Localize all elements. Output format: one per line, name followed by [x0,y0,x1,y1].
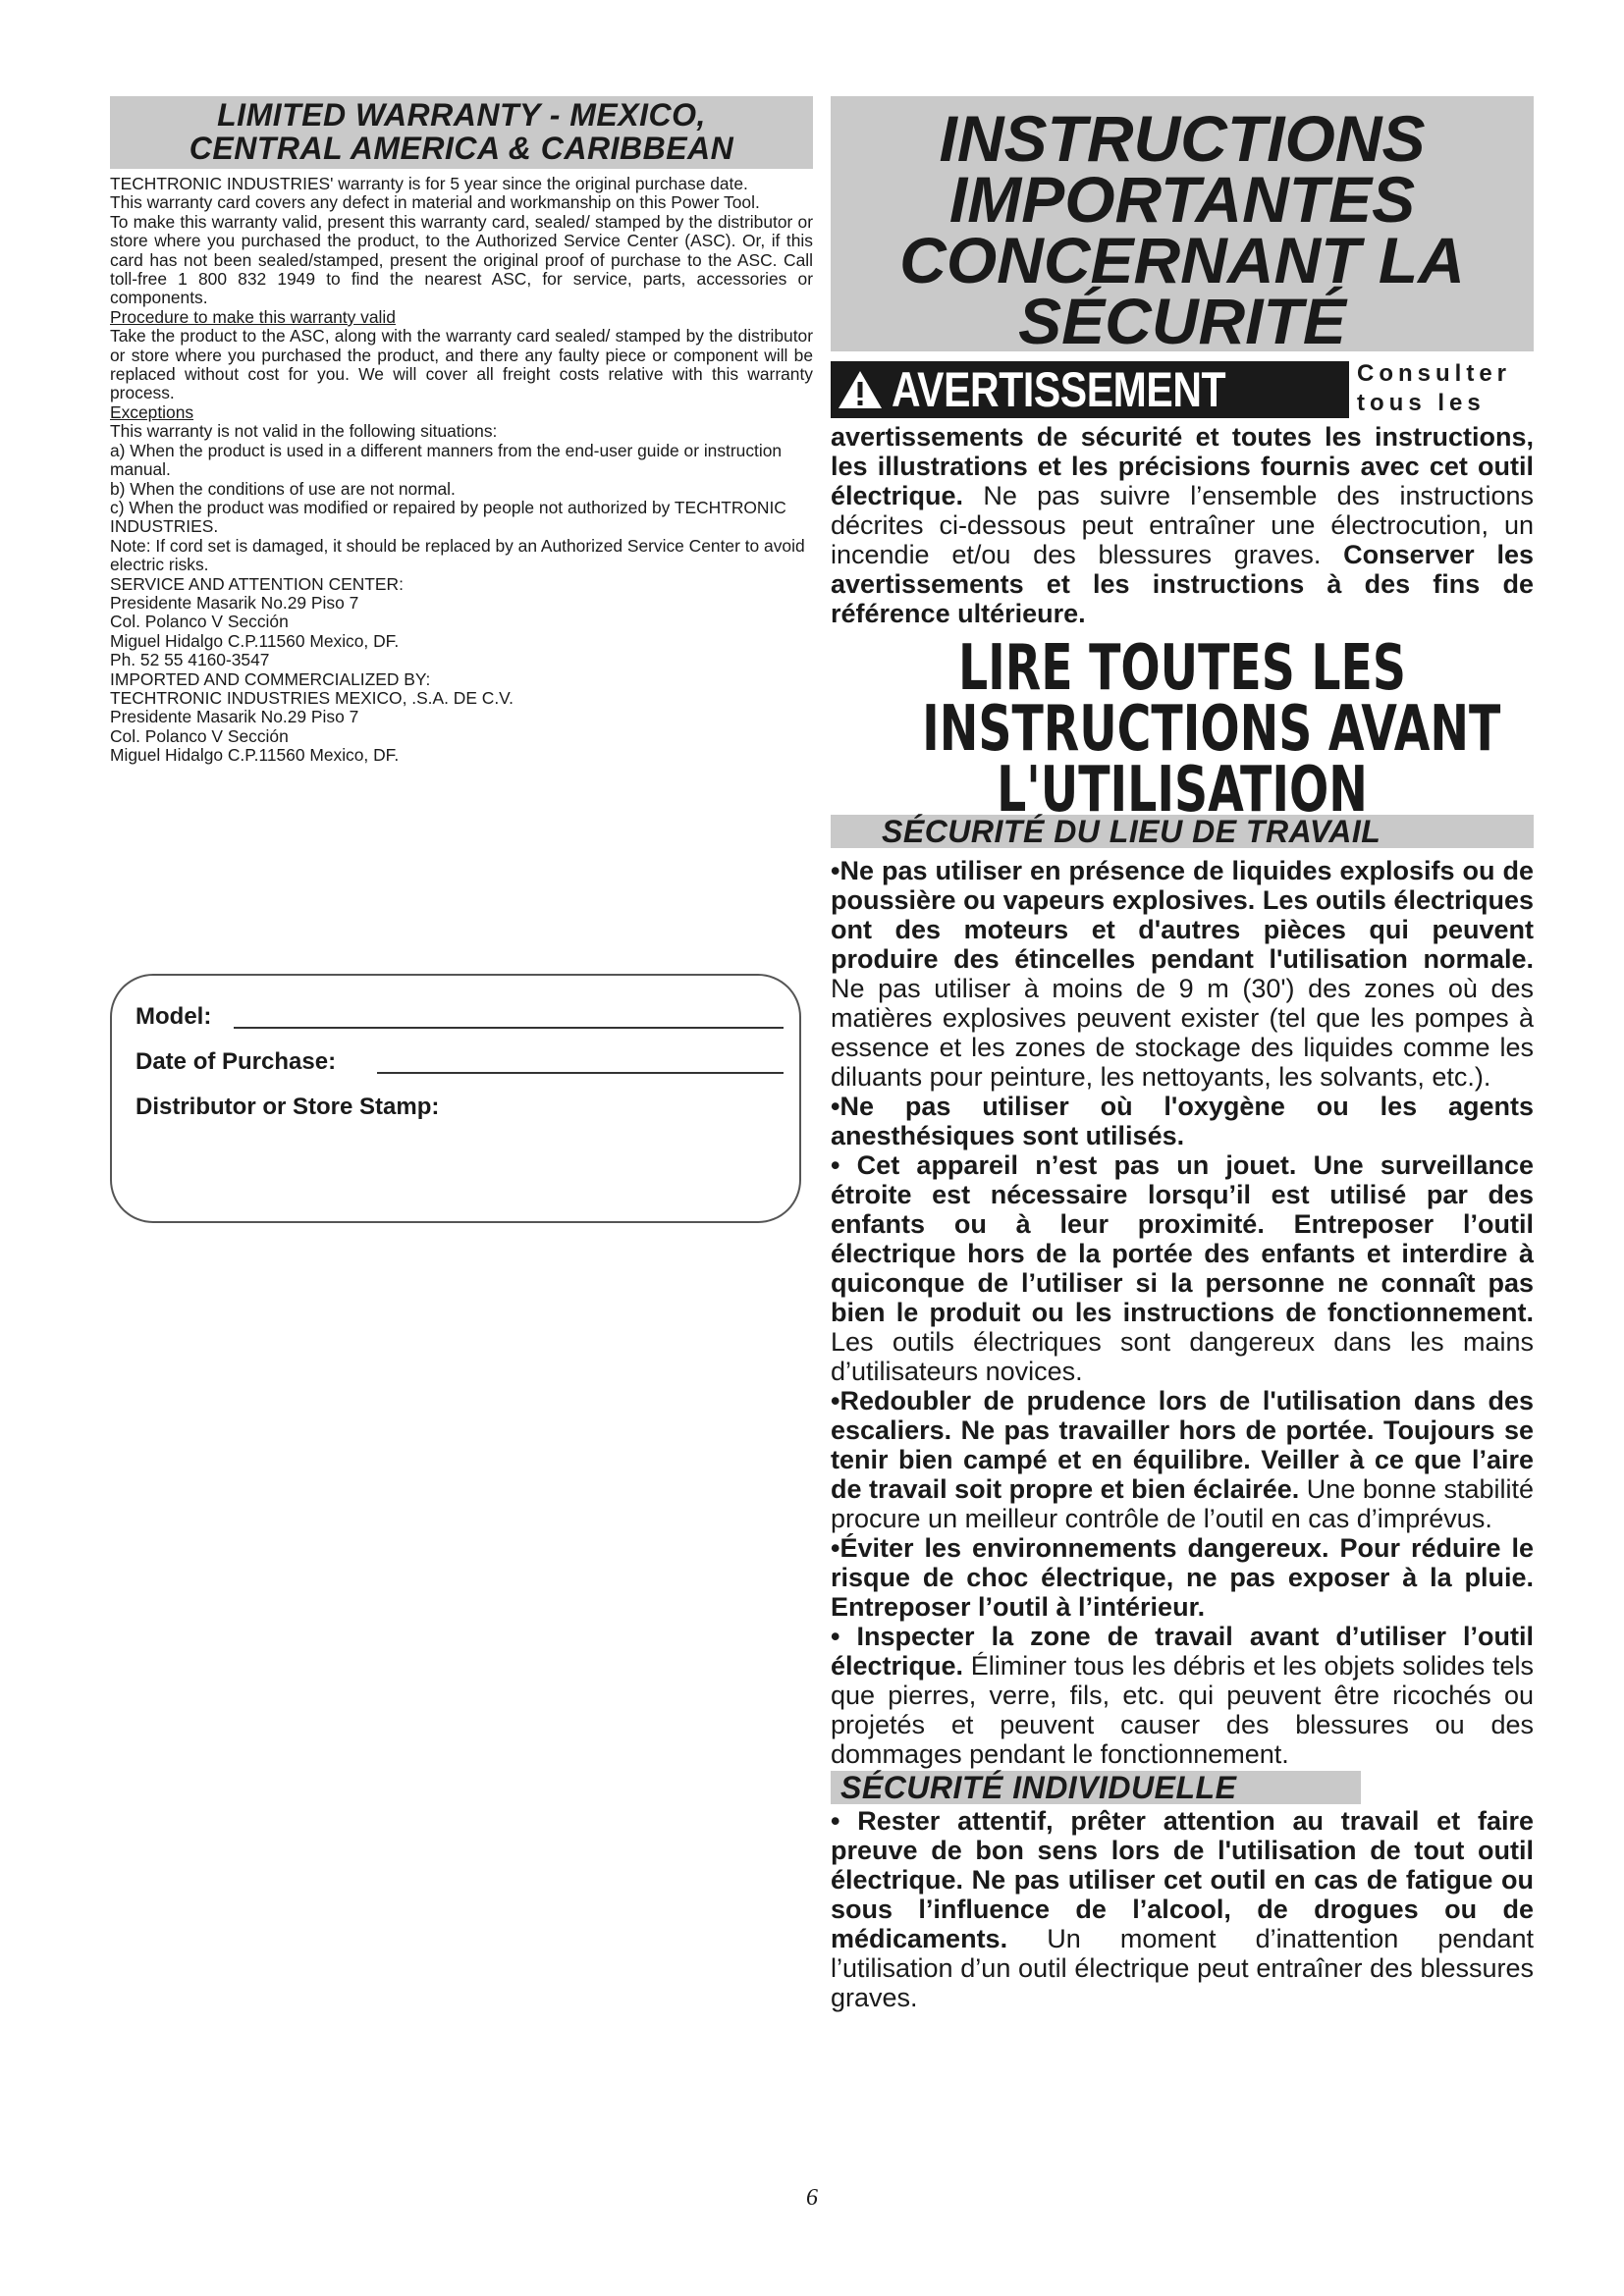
safety-item-bold: •Redoubler de prudence lors de l'utilisation dans des escaliers. Ne pas travailler hors de portée. Toujours se tenir bien campé et en équilibre. Veiller à ce que l’aire de travail soit propre et bien éclairée. [831,1386,1534,1504]
warning-row [831,361,1534,422]
date-line[interactable] [377,1072,784,1074]
safety-item-text: Un moment d’inattention pendant l’utilisation d’un outil électrique peut entraîner des blessures graves. [831,1924,1534,2012]
page-number: 6 [806,2185,818,2211]
read-all-line3: L'UTILISATION [997,754,1368,827]
warning-badge [831,361,1349,418]
exception-b: b) When the conditions of use are not normal. [110,478,456,499]
service-address-3: Miguel Hidalgo C.P.11560 Mexico, DF. [110,630,400,651]
safety-item [831,1150,1534,1386]
warranty-coverage: This warranty card covers any defect in material and workmanship on this Power Tool. [110,192,760,213]
section-personal-title: SÉCURITÉ INDIVIDUELLE [831,1771,1361,1804]
warranty-card [110,974,801,1223]
warning-bold-text: avertissements de sécurité et toutes les instructions, les illustrations et les précisions fournis avec cet outil électrique. [831,422,1534,510]
stamp-label: Distributor or Store Stamp: [135,1094,440,1120]
safety-item-text: Éliminer tous les débris et les objets solides tels que pierres, verre, fils, etc. qui peuvent être ricochés ou projetés et peuvent causer des blessures ou des dommages pendant le fonctionnement. [831,1651,1534,1769]
service-address-1: Presidente Masarik No.29 Piso 7 [110,592,359,613]
section-workplace-title: SÉCURITÉ DU LIEU DE TRAVAIL [831,815,1534,848]
warranty-intro: TECHTRONIC INDUSTRIES' warranty is for 5 year since the original purchase date. [110,174,748,193]
safety-item-bold: •Ne pas utiliser en présence de liquides explosifs ou de poussière ou vapeurs explosives. Les outils électriques ont des moteurs et d'autres pièces qui peuvent produire des étincelles pendant l'utilisation normale. [831,856,1534,974]
safety-item [831,1092,1534,1150]
imported-company: TECHTRONIC INDUSTRIES MEXICO, .S.A. DE C.V. [110,687,514,708]
exception-a: a) When the product is used in a different manners from the end-user guide or instruction manual. [110,440,783,480]
read-all-line1: LIRE TOUTES LES [957,632,1407,705]
warranty-section [110,96,813,766]
service-phone: Ph. 52 55 4160-3547 [110,650,270,670]
cord-note: Note: If cord set is damaged, it should be replaced by an Authorized Service Center to avoid electric risks. [110,535,805,575]
read-all-line2: INSTRUCTIONS AVANT [922,693,1501,766]
title-line4: SÉCURITÉ [1018,285,1346,357]
warranty-title-banner [110,96,813,169]
title-line3: CONCERNANT LA [899,224,1465,296]
imported-address-3: Miguel Hidalgo C.P.11560 Mexico, DF. [110,745,400,766]
safety-item-bold: •Ne pas utiliser où l'oxygène ou les agents anesthésiques sont utilisés. [831,1092,1534,1150]
safety-item-bold: • Rester attentif, prêter attention au travail et faire preuve de bon sens lors de l'utilisation de tout outil électrique. Ne pas utiliser cet outil en cas de fatigue ou sous l’influence de l’alcool, de drogues ou de médicaments. [831,1806,1534,1953]
procedure-text: Take the product to the ASC, along with the warranty card sealed/ stamped by the distributor or store where you purchased the product, and there any faulty piece or component will be replaced without cost for you. We will cover all freight costs relative with this warranty process. [110,326,813,403]
date-label: Date of Purchase: [135,1048,337,1075]
safety-item-text: Les outils électriques sont dangereux dans les mains d’utilisateurs novices. [831,1327,1534,1386]
warning-word: AVERTISSEMENT [892,362,1226,417]
warning-side-line1: Consulter [1357,360,1512,387]
warning-regular-text: Ne pas suivre l’ensemble des instructions décrites ci-dessous peut entraîner une électrocution, un incendie et/ou des blessures graves. [831,481,1534,569]
safety-item-text: Ne pas utiliser à moins de 9 m (30') des zones où des matières explosives peuvent exister (tel que les pompes à essence et les zones de stockage des liquides comme les diluants pour peinture, les nettoyants, les solvants, etc.). [831,974,1534,1092]
model-label: Model: [135,1003,212,1030]
warranty-body [110,175,813,766]
safety-item-text: Une bonne stabilité procure un meilleur contrôle de l’outil en cas d’imprévus. [831,1474,1534,1533]
safety-item [831,856,1534,1092]
imported-address-1: Presidente Masarik No.29 Piso 7 [110,707,359,727]
imported-address-2: Col. Polanco V Sección [110,725,289,746]
warranty-title-line1: LIMITED WARRANTY - MEXICO, [217,97,706,133]
service-address-2: Col. Polanco V Sección [110,612,289,632]
warning-side-line2: tous les [1357,390,1486,416]
exceptions-intro: This warranty is not valid in the following situations: [110,421,498,442]
exceptions-heading: Exceptions [110,401,194,422]
imported-heading: IMPORTED AND COMMERCIALIZED BY: [110,668,431,689]
workplace-safety-list [831,856,1534,1769]
warning-paragraph [831,422,1534,628]
safety-item [831,1806,1534,2012]
instructions-title-box [831,96,1534,357]
warranty-validity: To make this warranty valid, present this warranty card, sealed/ stamped by the distributor or store where you purchased the product, to the Authorized Service Center (ASC). Or, if this card has not been sealed/stamped, present the original proof of purchase to the ASC. Call toll-free 1 800 832 1949 to find the nearest ASC, for service, parts, accessories or components. [110,211,813,308]
title-line1: INSTRUCTIONS [939,102,1426,175]
safety-item-bold: • Cet appareil n’est pas un jouet. Une surveillance étroite est nécessaire lorsqu’il est utilisé par des enfants ou à leur proximité. Entreposer l’outil électrique hors de la portée des enfants et interdire à quiconque de l’utiliser si la personne ne connaît pas bien le produit ou les instructions de fonctionnement. [831,1150,1534,1327]
procedure-heading: Procedure to make this warranty valid [110,306,396,327]
warranty-title-line2: CENTRAL AMERICA & CARIBBEAN [189,131,734,166]
exception-c: c) When the product was modified or repaired by people not authorized by TECHTRONIC INDUSTRIES. [110,497,786,537]
safety-item-bold: •Éviter les environnements dangereux. Pour réduire le risque de choc électrique, ne pas exposer à la pluie. Entreposer l’outil à l’intérieur. [831,1533,1534,1622]
warning-side-text [1357,359,1534,418]
personal-safety-list [831,1806,1534,2012]
warning-bold-text-2: Conserver les avertissements et les instructions à des fins de référence ultérieure. [831,540,1534,628]
title-line2: IMPORTANTES [948,163,1416,236]
safety-item-bold: • Inspecter la zone de travail avant d’utiliser l’outil électrique. [831,1622,1534,1681]
safety-item [831,1386,1534,1533]
safety-item [831,1622,1534,1769]
model-line[interactable] [234,1027,784,1029]
warning-triangle-icon [837,369,884,410]
safety-item [831,1533,1534,1622]
safety-instructions [831,96,1534,2012]
service-heading: SERVICE AND ATTENTION CENTER: [110,573,404,594]
